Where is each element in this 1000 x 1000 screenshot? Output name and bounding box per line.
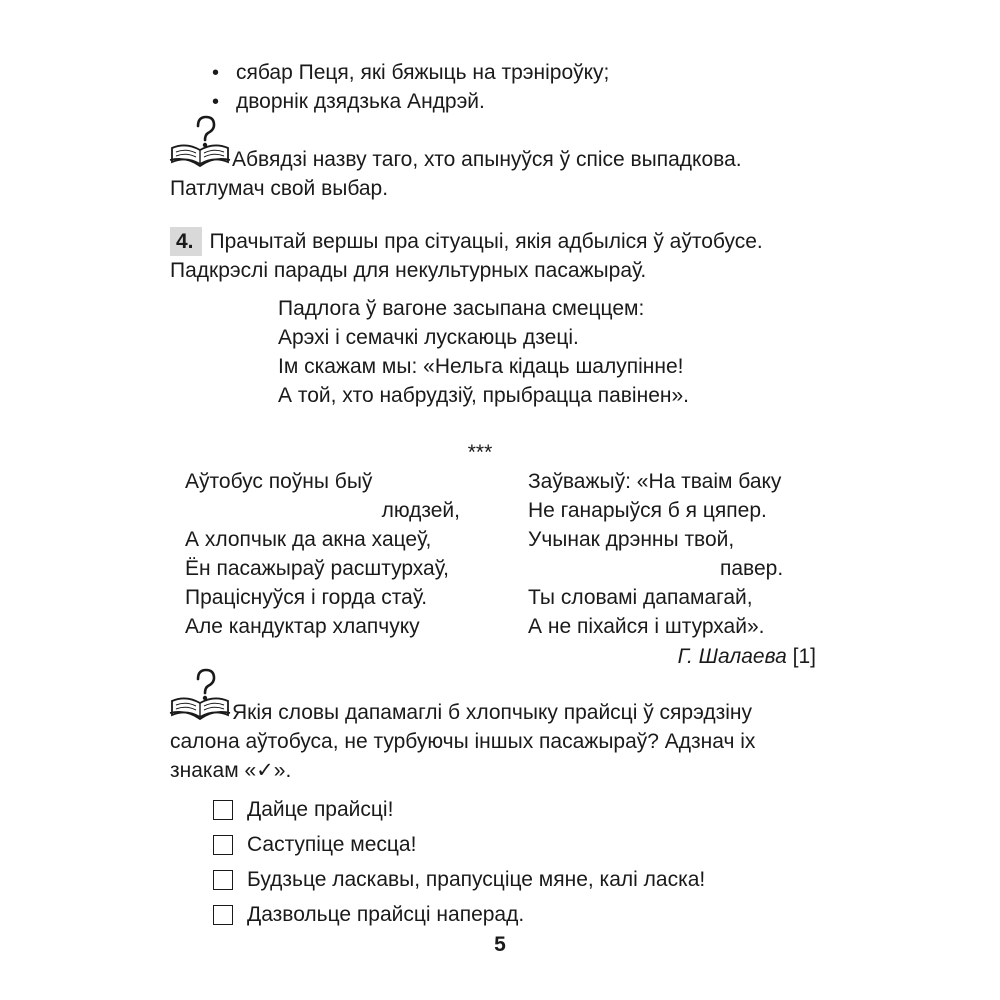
option-row bbox=[213, 897, 705, 932]
poem-line: Праціснуўся і горда стаў. bbox=[185, 586, 428, 609]
poem-line: А хлопчык да акна хацеў, bbox=[185, 528, 432, 551]
option-row bbox=[213, 827, 705, 862]
task-4-text: Прачытай вершы пра сітуацыі, якія адбыліся ў аўтобусе. bbox=[209, 230, 763, 253]
bullet-item bbox=[212, 58, 609, 87]
bullet-dot: • bbox=[212, 91, 220, 113]
question-2-line: знакам «✓». bbox=[170, 759, 292, 782]
option-label: Дайце прайсці! bbox=[247, 798, 394, 821]
poem-line: людзей, bbox=[381, 499, 460, 522]
option-label: Дазвольце прайсці наперад. bbox=[247, 903, 525, 926]
bullet-list bbox=[212, 58, 609, 116]
poem-line: Ты словамі дапамагай, bbox=[528, 586, 753, 609]
question-2 bbox=[170, 698, 815, 785]
option-row bbox=[213, 862, 705, 897]
task-4 bbox=[170, 227, 815, 285]
bullet-item bbox=[212, 87, 609, 116]
author-name: Г. Шалаева bbox=[677, 645, 787, 668]
author-ref: [1] bbox=[792, 645, 816, 668]
option-label: Будзьце ласкавы, прапусціце мяне, калі ласка! bbox=[247, 868, 706, 891]
option-checkbox[interactable] bbox=[213, 870, 233, 890]
question-1-line bbox=[170, 174, 815, 203]
poem-line: павер. bbox=[720, 557, 784, 580]
bullet-text: сябар Пеця, які бяжыць на трэніроўку; bbox=[236, 61, 610, 84]
poem-line: А не піхайся і штурхай». bbox=[528, 615, 765, 638]
poem-line: Але кандуктар хлапчуку bbox=[185, 615, 420, 638]
task-4-line bbox=[170, 227, 815, 256]
poem-2-right bbox=[528, 467, 828, 641]
option-label: Саступіце месца! bbox=[247, 833, 417, 856]
question-2-line bbox=[170, 698, 815, 727]
poem-line: Ім скажам мы: «Нельга кідаць шалупінне! bbox=[278, 355, 684, 378]
poem-line: Аўтобус поўны быў bbox=[185, 470, 373, 493]
poem-line: Арэхі і семачкі лускаюць дзеці. bbox=[278, 326, 579, 349]
question-1-line bbox=[170, 145, 815, 174]
question-1 bbox=[170, 145, 815, 203]
question-1-text: Патлумач свой выбар. bbox=[170, 177, 389, 200]
option-checkbox[interactable] bbox=[213, 835, 233, 855]
poem-line: Не ганарыўся б я цяпер. bbox=[528, 499, 767, 522]
option-checkbox[interactable] bbox=[213, 905, 233, 925]
task-4-text: Падкрэслі парады для некультурных пасажыраў. bbox=[170, 259, 647, 282]
bullet-text: дворнік дзядзька Андрэй. bbox=[236, 90, 485, 113]
poem-line: А той, хто набрудзіў, прыбрацца павінен». bbox=[278, 384, 689, 407]
task-number: 4. bbox=[170, 227, 202, 256]
poem-2-left bbox=[185, 467, 460, 641]
poem-line: Ён пасажыраў расштурхаў, bbox=[185, 557, 449, 580]
option-checkbox[interactable] bbox=[213, 800, 233, 820]
poem-line: Заўважыў: «На тваім баку bbox=[528, 470, 782, 493]
question-1-text: Абвядзі назву таго, хто апынуўся ў спісе выпадкова. bbox=[232, 148, 742, 171]
poem-1 bbox=[278, 294, 689, 410]
poem-line: Падлога ў вагоне засыпана смеццем: bbox=[278, 297, 645, 320]
separator: *** bbox=[467, 441, 493, 464]
page-number: 5 bbox=[494, 933, 506, 956]
poem-line: Учынак дрэнны твой, bbox=[528, 528, 735, 551]
task-4-line bbox=[170, 256, 815, 285]
author bbox=[528, 642, 816, 671]
options-list bbox=[213, 792, 705, 932]
question-2-line: салона аўтобуса, не турбуючы іншых пасажыраў? Адзнач іх bbox=[170, 730, 756, 753]
option-row bbox=[213, 792, 705, 827]
bullet-dot: • bbox=[212, 62, 220, 84]
question-2-text: Якія словы дапамаглі б хлопчыку прайсці ў сярэдзіну bbox=[232, 701, 752, 724]
